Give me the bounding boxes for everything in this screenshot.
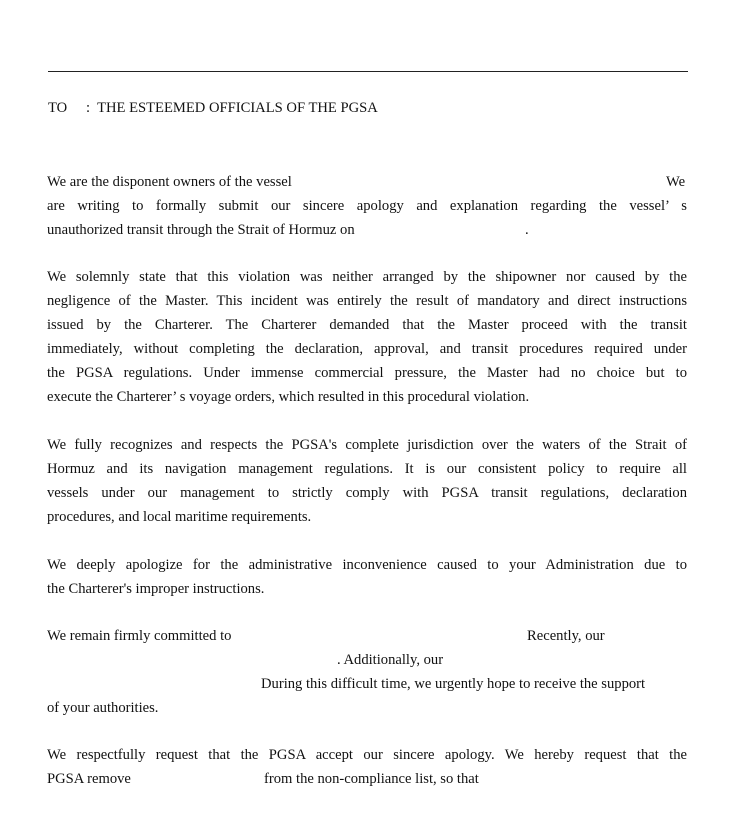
text-line: . Additionally, our — [337, 652, 444, 668]
text-line: We solemnly state that this violation was neither arranged by the shipowner nor caused by the — [47, 269, 687, 285]
text-line: are writing to formally submit our sincere apology and explanation regarding the vessel’ s — [47, 198, 687, 214]
text-line: immediately, without completing the declaration, approval, and transit procedures required under — [47, 341, 687, 357]
text-line: procedures, and local maritime requirements. — [47, 509, 312, 525]
text-line: vessels under our management to strictly comply with PGSA transit regulations, declaration — [47, 485, 687, 501]
to-label: TO — [48, 100, 68, 116]
text-line: negligence of the Master. This incident was entirely the result of mandatory and direct instructions — [47, 293, 687, 309]
recipient-text: : THE ESTEEMED OFFICIALS OF THE PGSA — [86, 100, 378, 116]
text-line: We respectfully request that the PGSA accept our sincere apology. We hereby request that the — [47, 747, 687, 763]
text-line: We deeply apologize for the administrative inconvenience caused to your Administration due to — [47, 557, 687, 573]
header-rule — [48, 71, 688, 72]
text-line: We — [666, 174, 686, 190]
text-line: PGSA remove — [47, 771, 131, 787]
text-line: from the non-compliance list, so that — [264, 771, 479, 787]
text-line: execute the Charterer’ s voyage orders, which resulted in this procedural violation. — [47, 389, 530, 405]
text-line: . — [525, 222, 529, 238]
text-line: We fully recognizes and respects the PGSA's complete jurisdiction over the waters of the Strait of — [47, 437, 687, 453]
text-line: the Charterer's improper instructions. — [47, 581, 265, 597]
text-line: We remain firmly committed to — [47, 628, 232, 644]
text-line: Recently, our — [527, 628, 605, 644]
text-line: During this difficult time, we urgently hope to receive the support — [261, 676, 646, 692]
text-line: unauthorized transit through the Strait of Hormuz on — [47, 222, 355, 238]
text-line: issued by the Charterer. The Charterer demanded that the Master proceed with the transit — [47, 317, 687, 333]
text-line: Hormuz and its navigation management regulations. It is our consistent policy to require all — [47, 461, 687, 477]
text-line: We are the disponent owners of the vessel — [47, 174, 292, 190]
text-line: the PGSA regulations. Under immense commercial pressure, the Master had no choice but to — [47, 365, 687, 381]
text-line: of your authorities. — [47, 700, 159, 716]
